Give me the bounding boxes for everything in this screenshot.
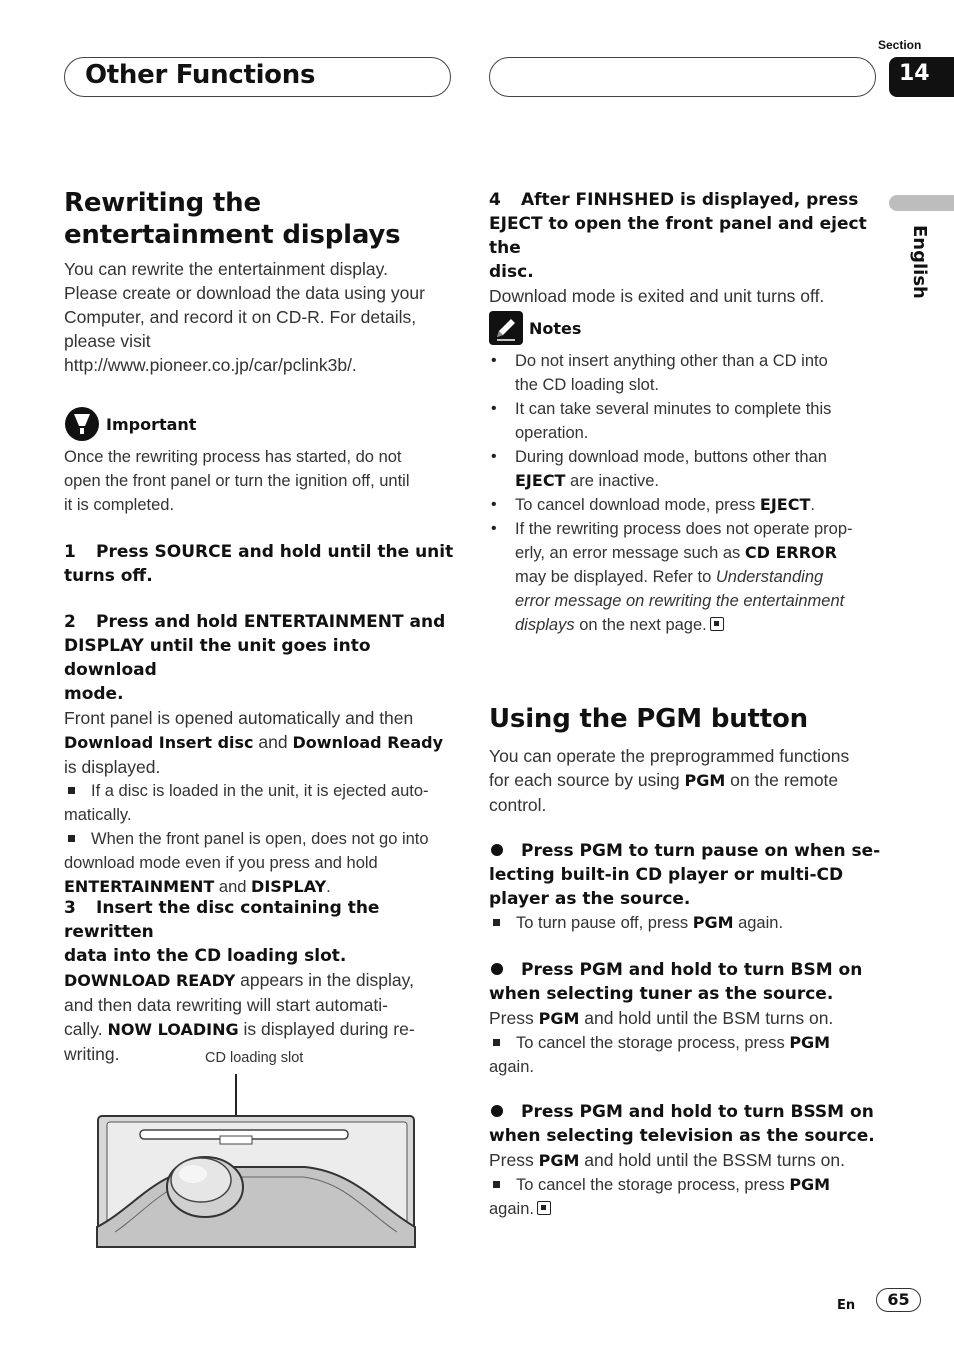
pgm-item-bsm: Press PGM and hold to turn BSM on when selecting tuner as the source. Press PGM and hold until the BSM turns on. To cancel the storage process, press PGM again. [489,960,863,1076]
list-item: • It can take several minutes to complete this operation. [489,397,884,445]
pgm-intro: You can operate the preprogrammed functions for each source by using PGM on the remote control. [489,746,850,815]
important-icon [64,406,100,442]
header-blank-pill [489,57,876,97]
list-item: • Do not insert anything other than a CD into the CD loading slot. [489,349,884,397]
step-1: 1 Press SOURCE and hold until the unit turns off. [64,542,454,586]
footer-language: En [837,1298,856,1313]
round-bullet-icon [491,963,503,975]
important-label: Important [106,414,197,434]
square-bullet-icon [493,1181,500,1188]
pgm-item-bssm: Press PGM and hold to turn BSSM on when selecting television as the source. Press PGM and hold until the BSSM turns on. To cancel the storage process, press PGM again. [489,1102,875,1218]
square-bullet-icon [493,1039,500,1046]
pgm-section [489,703,884,817]
notes-pencil-icon [489,311,523,345]
pgm-item-pause: Press PGM to turn pause on when se- lecting built-in CD player or multi-CD player as the source. To turn pause off, press PGM again. [489,841,881,932]
notes-list [489,349,884,637]
step-1-number: 1 [64,542,76,562]
round-bullet-icon [491,1105,503,1117]
cd-slot-illustration [95,1072,420,1252]
notes-label: Notes [529,318,582,338]
language-tab-bar [889,195,954,211]
rewriting-intro: You can rewrite the entertainment display. Please create or download the data using your Computer, and record it on CD-R. For details, please visit http://www.pioneer.co.jp/car/pclink3b/. [64,259,425,375]
step-4-number: 4 [489,190,501,210]
step-2-number: 2 [64,612,76,632]
important-text: Once the rewriting process has started, do not open the front panel or turn the ignition off, until it is completed. [64,448,410,514]
list-item: • To cancel download mode, press EJECT. [489,493,884,517]
pgm-heading: Using the PGM button [489,704,808,734]
important-heading [64,406,196,442]
square-bullet-icon [68,835,75,842]
header-title-pill [64,57,451,97]
step-3: 3 Insert the disc containing the rewritten data into the CD loading slot. DOWNLOAD READY appears in the display, and then data rewriting will start automati- cally. NOW LOADING is displayed during re- writing. [64,898,415,1064]
page-number: 65 [876,1288,921,1312]
language-label: English [909,225,930,299]
list-item: • If the rewriting process does not operate prop- erly, an error message such as CD ERROR may be displayed. Refer to Understanding error message on rewriting the entertainment displays on the next page. [489,517,884,637]
rewriting-heading: Rewriting the entertainment displays [64,188,401,250]
square-bullet-icon [493,919,500,926]
round-bullet-icon [491,844,503,856]
square-bullet-icon [68,787,75,794]
figure-caption: CD loading slot [205,1050,304,1066]
step-2: 2 Press and hold ENTERTAINMENT and DISPLAY until the unit goes into download mode. Front panel is opened automatically and then Download Insert disc and Download Ready is displayed. If a disc is loaded in the unit, it is ejected auto- matically. When the front panel is open, does not go into download mode even if you press and hold ENTERTAINMENT and DISPLAY. [64,612,446,896]
step-3-number: 3 [64,898,76,918]
notes-heading [489,311,581,345]
end-mark-icon [537,1201,551,1215]
section-label: Section [878,38,922,52]
step-4: 4 After FINHSHED is displayed, press EJECT to open the front panel and eject the disc. Download mode is exited and unit turns off. [489,190,867,306]
left-column [64,187,456,377]
section-number: 14 [889,57,954,97]
list-item: • During download mode, buttons other than EJECT are inactive. [489,445,884,493]
header-title: Other Functions [85,60,316,90]
end-mark-icon [710,617,724,631]
